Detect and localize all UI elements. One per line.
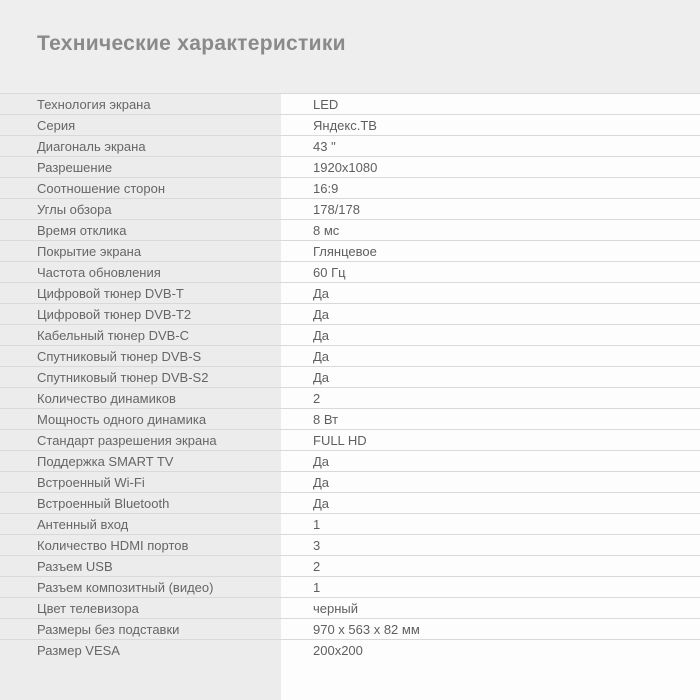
spec-label: Частота обновления [0,262,281,282]
spec-row [0,366,700,387]
spec-value: 2 [281,556,700,576]
spec-value: 178/178 [281,199,700,219]
spec-row [0,303,700,324]
spec-label: Цифровой тюнер DVB-T [0,283,281,303]
spec-label: Размер VESA [0,640,281,660]
spec-row [0,135,700,156]
spec-row [0,324,700,345]
spec-row [0,534,700,555]
spec-value: 60 Гц [281,262,700,282]
spec-row [0,219,700,240]
spec-value: 1 [281,514,700,534]
spec-row [0,618,700,639]
spec-value: Да [281,367,700,387]
spec-label: Покрытие экрана [0,241,281,261]
spec-value: 970 x 563 x 82 мм [281,619,700,639]
spec-value: Да [281,325,700,345]
spec-row [0,429,700,450]
spec-row [0,597,700,618]
spec-table-filler [0,660,700,700]
spec-label: Разъем композитный (видео) [0,577,281,597]
spec-value: Да [281,346,700,366]
spec-label: Встроенный Wi-Fi [0,472,281,492]
specs-header [0,0,700,93]
spec-label: Цвет телевизора [0,598,281,618]
spec-row [0,282,700,303]
spec-value: Глянцевое [281,241,700,261]
spec-row [0,639,700,660]
spec-label: Кабельный тюнер DVB-C [0,325,281,345]
spec-value: FULL HD [281,430,700,450]
page-title: Технические характеристики [37,32,346,55]
spec-value: 8 мс [281,220,700,240]
spec-label: Диагональ экрана [0,136,281,156]
spec-row [0,240,700,261]
spec-label: Мощность одного динамика [0,409,281,429]
spec-row [0,576,700,597]
spec-label: Соотношение сторон [0,178,281,198]
spec-table [0,93,700,700]
spec-label: Спутниковый тюнер DVB-S [0,346,281,366]
spec-label: Поддержка SMART TV [0,451,281,471]
spec-row [0,513,700,534]
spec-value: 200x200 [281,640,700,660]
spec-value: 16:9 [281,178,700,198]
spec-filler-label-column [0,660,281,700]
spec-value: 8 Вт [281,409,700,429]
spec-label: Время отклика [0,220,281,240]
spec-label: Разрешение [0,157,281,177]
spec-label: Встроенный Bluetooth [0,493,281,513]
spec-label: Технология экрана [0,94,281,114]
spec-label: Количество HDMI портов [0,535,281,555]
spec-label: Серия [0,115,281,135]
spec-row [0,177,700,198]
spec-value: 2 [281,388,700,408]
spec-row [0,345,700,366]
spec-value: Да [281,283,700,303]
spec-label: Размеры без подставки [0,619,281,639]
spec-row [0,471,700,492]
spec-value: Да [281,493,700,513]
spec-label: Цифровой тюнер DVB-T2 [0,304,281,324]
spec-label: Количество динамиков [0,388,281,408]
spec-row [0,198,700,219]
spec-row [0,492,700,513]
spec-filler-value-column [281,660,700,700]
spec-label: Разъем USB [0,556,281,576]
spec-row [0,408,700,429]
spec-label: Антенный вход [0,514,281,534]
spec-value: LED [281,94,700,114]
spec-value: черный [281,598,700,618]
spec-row [0,156,700,177]
spec-value: 1920x1080 [281,157,700,177]
spec-row [0,93,700,114]
spec-value: 1 [281,577,700,597]
spec-row [0,114,700,135]
spec-row [0,555,700,576]
spec-label: Стандарт разрешения экрана [0,430,281,450]
spec-value: Да [281,451,700,471]
spec-row [0,387,700,408]
spec-label: Спутниковый тюнер DVB-S2 [0,367,281,387]
spec-value: Яндекс.ТВ [281,115,700,135]
spec-row [0,261,700,282]
spec-value: 3 [281,535,700,555]
spec-value: Да [281,304,700,324]
spec-value: Да [281,472,700,492]
spec-value: 43 " [281,136,700,156]
spec-row [0,450,700,471]
spec-label: Углы обзора [0,199,281,219]
